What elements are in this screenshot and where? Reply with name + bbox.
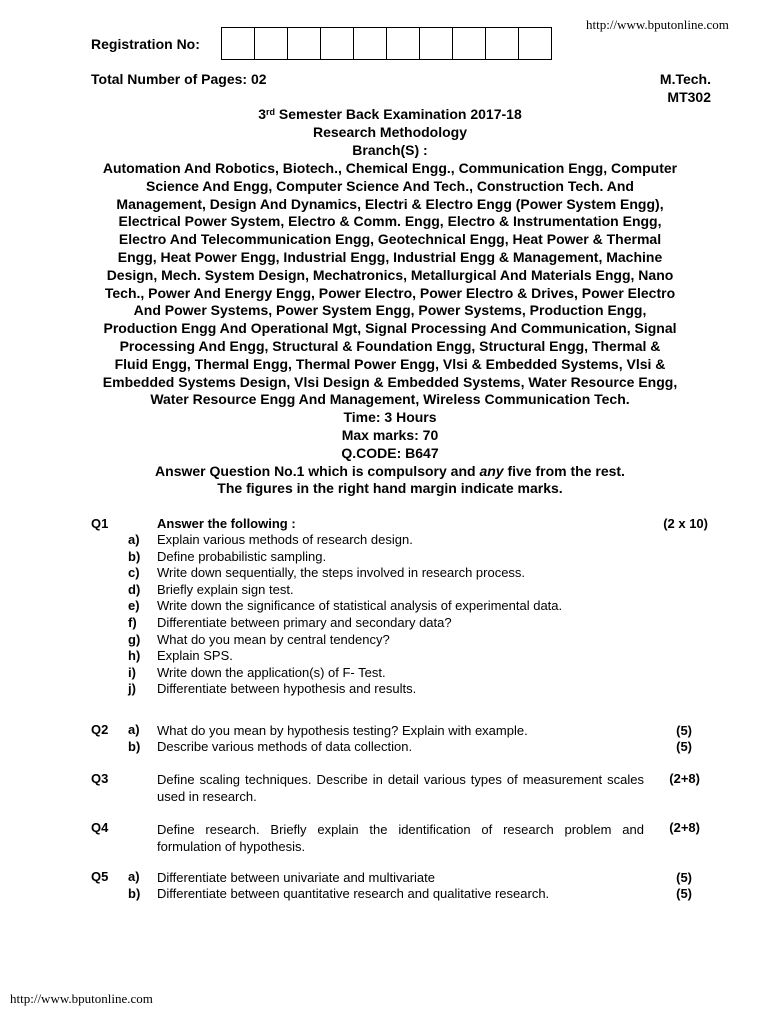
reg-box — [386, 27, 420, 60]
branch-line: Management, Design And Dynamics, Electri & Electro Engg (Power System Engg), — [116, 195, 664, 212]
q5-b-marks: (5) — [676, 886, 692, 901]
q1-item: f) Differentiate between primary and secondary data? — [128, 614, 452, 630]
subject-title: Research Methodology — [312, 124, 468, 140]
branch-line: Water Resource Engg And Management, Wireless Communication Tech. — [150, 391, 630, 408]
q2-b-marks: (5) — [676, 739, 692, 754]
branch-line: Design, Mech. System Design, Mechatronics, Metallurgical And Materials Engg, Nano — [106, 266, 674, 283]
q1-item: h) Explain SPS. — [128, 648, 233, 664]
q4-text: Define research. Briefly explain the identification of research problem and formulation of hypothesis. — [157, 822, 644, 854]
branch-line: Electro And Telecommunication Engg, Geotechnical Engg, Heat Power & Thermal — [118, 231, 662, 248]
branch-line: Processing And Engg, Structural & Foundation Engg, Structural Engg, Thermal & — [119, 337, 661, 354]
branch-line: Automation And Robotics, Biotech., Chemical Engg., Communication Engg, Computer — [102, 160, 678, 176]
q1-item: a) Explain various methods of research design. — [128, 532, 413, 547]
q4-number: Q4 — [91, 820, 109, 835]
reg-box — [419, 27, 453, 60]
reg-box — [287, 27, 321, 60]
q1-item: c) Write down sequentially, the steps involved in research process. — [128, 565, 526, 581]
q5-b-label: b) — [128, 886, 141, 901]
total-pages: Total Number of Pages: 02 — [91, 71, 267, 87]
q4-marks: (2+8) — [669, 820, 700, 835]
reg-box — [221, 27, 255, 60]
registration-label: Registration No: — [91, 36, 200, 52]
reg-box — [254, 27, 288, 60]
reg-box — [452, 27, 486, 60]
q5-a-marks: (5) — [676, 870, 692, 885]
q2-number: Q2 — [91, 722, 109, 737]
branch-line: Production Engg And Operational Mgt, Signal Processing And Communication, Signal — [103, 320, 677, 337]
q1-item: e) Write down the significance of statistical analysis of experimental data. — [128, 598, 563, 614]
branch-line: And Power Systems, Power System Engg, Power Systems, Production Engg, — [133, 302, 647, 319]
q1-item: i) Write down the application(s) of F- Test. — [128, 664, 386, 680]
q1-heading: Answer the following : — [157, 516, 296, 531]
q2-a-marks: (5) — [676, 723, 692, 738]
qcode-line: Q.CODE: B647 — [341, 444, 439, 461]
q3-text: Define scaling techniques. Describe in detail various types of measurement scales used in research. — [157, 772, 644, 804]
q5-a-text: Differentiate between univariate and multivariate — [157, 870, 435, 885]
q3-number: Q3 — [91, 771, 109, 786]
degree: M.Tech. — [659, 71, 711, 87]
branch-line: Science And Engg, Computer Science And Tech., Construction Tech. And — [146, 177, 634, 194]
q1-marks: (2 x 10) — [663, 516, 708, 531]
branch-line: Embedded Systems Design, Vlsi Design & Embedded Systems, Water Resource Engg, — [102, 373, 678, 390]
q1-item: d) Briefly explain sign test. — [128, 581, 294, 597]
q1-number: Q1 — [91, 516, 109, 531]
instruction-line: Answer Question No.1 which is compulsory and any five from the rest. — [155, 462, 625, 479]
course-code: MT302 — [667, 89, 711, 105]
q2-b-label: b) — [128, 739, 141, 754]
q1-item: g) What do you mean by central tendency? — [128, 631, 390, 647]
top-url-link[interactable]: http://www.bputonline.com — [586, 17, 729, 32]
instruction-line-2: The figures in the right hand margin indicate marks. — [217, 480, 563, 497]
q1-items — [128, 532, 562, 698]
time-line: Time: 3 Hours — [343, 409, 437, 426]
q2-a-text: What do you mean by hypothesis testing? Explain with example. — [157, 723, 528, 738]
branch-line: Tech., Power And Energy Engg, Power Electro, Power Electro & Drives, Power Electro — [104, 284, 676, 301]
branch-line: Electrical Power System, Electro & Comm. Engg, Electro & Instrumentation Engg, — [118, 213, 662, 230]
q3-marks: (2+8) — [669, 771, 700, 786]
reg-box — [485, 27, 519, 60]
exam-title: 3rd Semester Back Examination 2017-18 — [258, 106, 522, 122]
reg-box — [320, 27, 354, 60]
max-marks-line: Max marks: 70 — [341, 426, 439, 443]
branch-label: Branch(S) : — [352, 142, 428, 158]
reg-box — [353, 27, 387, 60]
bottom-url-link[interactable]: http://www.bputonline.com — [10, 991, 153, 1006]
q5-a-label: a) — [128, 869, 140, 884]
q2-a-label: a) — [128, 722, 140, 737]
q5-number: Q5 — [91, 869, 109, 884]
registration-boxes — [222, 27, 552, 60]
branch-line: Engg, Heat Power Engg, Industrial Engg, Industrial Engg & Management, Machine — [117, 248, 663, 265]
reg-box — [518, 27, 552, 60]
branch-line: Fluid Engg, Thermal Engg, Thermal Power Engg, Vlsi & Embedded Systems, Vlsi & — [114, 355, 666, 372]
q5-b-text: Differentiate between quantitative research and qualitative research. — [157, 886, 550, 901]
branch-list — [60, 160, 720, 498]
q2-b-text: Describe various methods of data collection. — [157, 739, 413, 754]
q1-item: j) Differentiate between hypothesis and results. — [128, 681, 417, 697]
q1-item: b) Define probabilistic sampling. — [128, 548, 327, 564]
